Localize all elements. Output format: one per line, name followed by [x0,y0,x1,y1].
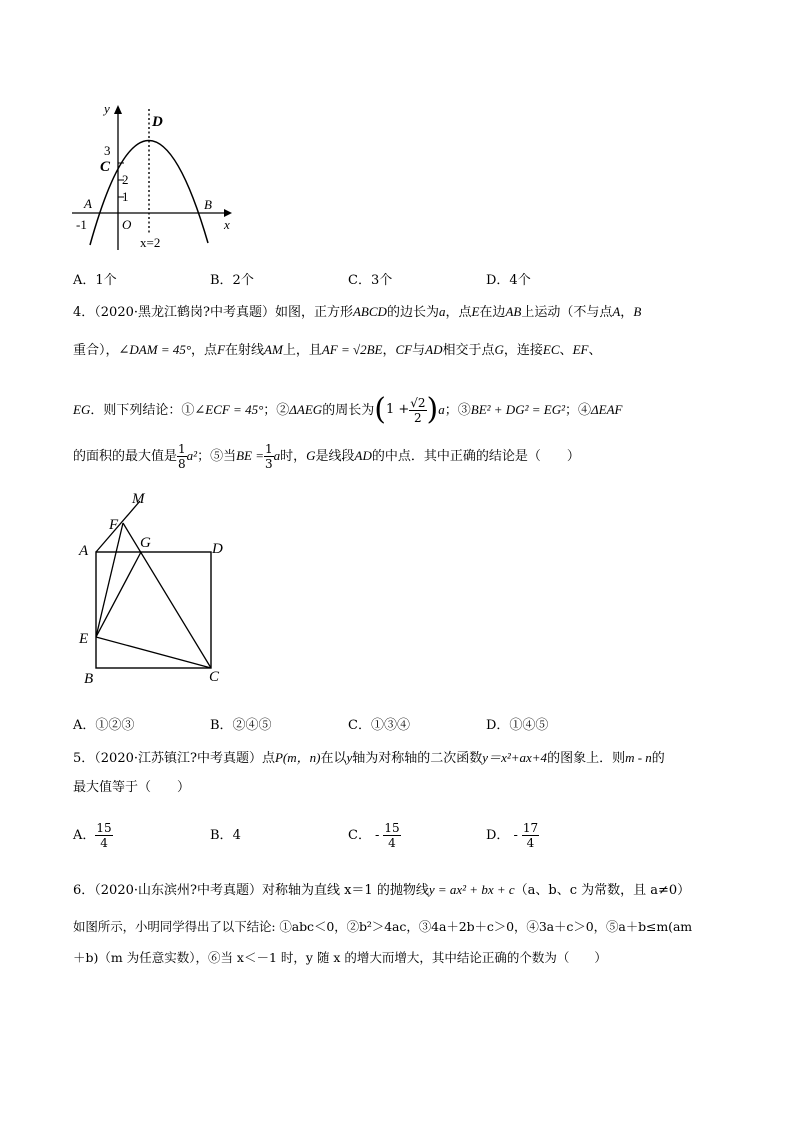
q4-text: ， [620,305,634,320]
q4-var-g: G [306,448,316,463]
q5-option-a-frac [95,821,112,850]
fig-label-M: M [132,491,145,507]
q4-text: ，点 [191,343,218,358]
q5-option-c[interactable] [348,816,401,856]
q6-text: 对称轴为直线 x＝1 的抛物线 [261,883,429,898]
segment-ec [96,637,211,668]
q5-option-d-frac [522,821,539,850]
segment-ef [96,523,123,637]
q4-var-ec: EC [542,342,560,357]
q5-number: 5． [73,751,95,766]
q5-text: 的 [651,751,665,766]
q4-eq-pythag: BE² + DG² = EG² [470,402,565,417]
q4-text: ，点 [445,305,472,320]
q4-line-3 [73,392,622,429]
q3-option-c[interactable]: C．3个 [348,273,393,288]
q4-text: 上运动（不与点 [521,305,613,320]
q4-var-eg: EG [73,402,91,417]
label-A: A [84,196,92,211]
q6-number: 6． [73,883,95,898]
q5-text: 在以 [320,751,347,766]
label-3: 3 [104,143,111,158]
q4-text: 、 [559,343,573,358]
q3-option-d[interactable]: D．4个 [486,273,531,288]
q4-frac-den: 3 [264,457,273,471]
q5-text: 轴为对称轴的二次函数 [352,751,483,766]
q4-var-ab: AB [505,304,522,319]
q4-var-cf: CF [395,342,413,357]
q4-line-4 [73,440,580,473]
q4-number: 4． [73,305,95,320]
square-abcd [96,552,211,668]
q5-option-c-frac [383,821,400,850]
q4-text: ；③ [444,403,471,418]
q4-frac-num: √2 [410,395,426,410]
label-B: B [204,197,212,212]
q4-frac-num: 1 [264,442,273,456]
q6-source: （2020·山东滨州?中考真题） [94,883,262,898]
label-D: D [152,114,163,130]
q4-text: ，连接 [503,343,543,358]
q6-function: y = ax² + bx + c [428,882,515,897]
q4-eq-af: AF = √2BE [321,342,383,357]
q3-option-a[interactable]: A．1个 [73,273,117,288]
q4-one-plus: 1 + [385,402,410,418]
q4-var-g: G [494,342,504,357]
q4-frac-den: 2 [414,410,422,425]
q4-option-d[interactable]: D．①④⑤ [486,718,549,733]
q4-tri-eaf: ΔEAF [591,402,623,417]
fig-label-E: E [79,631,89,647]
q4-var-b-point: B [633,304,642,319]
q4-var-a: a [438,304,446,319]
fig-label-D: D [212,541,223,557]
q5-option-d[interactable] [486,816,539,856]
q4-text: 上，且 [282,343,322,358]
q5-option-label: B． [210,828,233,843]
q5-text: 的图象上．则 [547,751,626,766]
q4-var-e: E [471,304,480,319]
q4-text: 如图，正方形 [274,305,353,320]
q4-perimeter-expr: (1 + $\frac{√2}{2}$ )a [374,392,445,428]
q5-text: 点 [261,751,275,766]
q4-text: ；④ [564,403,591,418]
parabola-graph [70,95,245,255]
q4-var-f: F [217,342,226,357]
q4-option-b[interactable]: B．②④⑤ [210,718,272,733]
q4-option-c[interactable]: C．①③④ [348,718,410,733]
q5-frac-den: 4 [100,836,108,850]
q4-text: 的边长为 [386,305,439,320]
q5-line-2: 最大值等于（ ） [73,780,191,795]
q5-frac-num: 17 [522,821,539,835]
q6-line-2: 如图所示，小明同学得出了以下结论: ①abc＜0，②b²＞4ac，③4a＋2b＋c＞0，④3a＋c＞0，⑤a＋b≤m(am [73,919,693,934]
q4-var-a: a [273,448,281,463]
q4-frac-one-third [264,442,274,471]
q4-var-ad: AD [354,448,372,463]
q4-text: 的面积的最大值是 [73,449,178,464]
fig-label-F: F [109,517,119,533]
q5-option-b[interactable] [210,826,241,846]
q5-line-1 [73,748,665,769]
fig-label-C: C [209,669,220,685]
q4-angle-dam: ∠DAM = 45° [118,342,192,357]
q5-expr-mn: m - n [625,750,652,765]
x-axis-arrow [224,209,232,217]
q5-frac-num: 15 [96,821,112,835]
q4-text: 在射线 [225,343,265,358]
square-figure [74,485,244,690]
q4-text: ；② [263,403,290,418]
segment-eg [96,552,141,637]
q4-text: 的周长为 [322,403,375,418]
q4-text: ， [382,343,396,358]
q6-line-3: ＋b)（m 为任意实数），⑥当 x＜－1 时，y 随 x 的增大而增大，其中结论正确的个数为（ ） [73,950,607,965]
q3-option-b[interactable]: B．2个 [210,273,254,288]
label-2: 2 [122,172,129,187]
q4-text: 重合）， [73,343,119,358]
q5-frac-num: 15 [384,821,400,835]
fig-label-B: B [84,671,94,687]
segment-cf [123,523,211,668]
q4-text: 的中点．其中正确的结论是（ ） [371,449,580,464]
q4-tri-aeg: ΔAEG [289,402,323,417]
q4-var-abcd: ABCD [352,304,387,319]
q6-text: （a、b、c 为常数，且 a≠0） [514,883,691,898]
label-x: x [224,217,230,232]
q4-var-be: BE = [236,448,264,463]
q4-source: （2020·黑龙江鹤岗?中考真题） [94,305,275,320]
q4-var-a2: a² [186,448,198,463]
q4-var-a-point: A [612,304,621,319]
q4-var-ad: AD [425,342,443,357]
y-axis-arrow [114,105,122,114]
q4-option-a[interactable]: A．①②③ [73,718,135,733]
fig-label-A: A [79,543,89,559]
q6-line-1 [73,880,690,901]
q5-option-sign: - [374,828,380,843]
q5-point-p: P(m，n) [274,750,321,765]
label-neg1: -1 [76,217,87,232]
q4-text: 时， [280,449,307,464]
q4-text: ．则下列结论：① [90,403,195,418]
q4-angle-ecf: ∠ECF = 45° [194,402,264,417]
q4-frac-num: 1 [178,442,186,456]
q5-frac-den: 4 [526,836,535,850]
fig-label-G: G [140,535,151,551]
q5-frac-den: 4 [388,836,396,850]
q4-line-1 [73,302,641,323]
label-x-eq-2: x=2 [140,235,161,250]
q5-option-label: A． [73,828,96,843]
q4-text: 在边 [479,305,506,320]
q4-text: 是线段 [315,449,355,464]
label-C: C [100,159,111,175]
q5-option-label: C． [348,828,371,843]
q4-text: ；⑤当 [197,449,237,464]
q4-sqrt2-frac [409,396,426,425]
q4-line-2 [73,340,601,361]
q4-frac-one-eighth [177,442,187,471]
q4-text: 与 [412,343,426,358]
q5-var-y: y [346,750,353,765]
label-1: 1 [122,189,129,204]
q5-option-a[interactable] [73,816,113,856]
q4-frac-den: 8 [178,457,186,471]
q4-text: 相交于点 [442,343,495,358]
label-O: O [122,217,132,232]
q4-var-am: AM [264,342,283,357]
q4-var-a: a [438,402,445,418]
q5-option-label: D． [486,828,510,843]
q4-var-ef: EF [572,342,589,357]
q5-option-value: 4 [232,828,241,843]
q5-option-sign: - [513,828,518,843]
label-y: y [104,101,110,116]
q4-text: 、 [588,343,602,358]
q5-function: y＝x²+ax+4 [482,750,548,765]
q5-source: （2020·江苏镇江?中考真题） [94,751,262,766]
